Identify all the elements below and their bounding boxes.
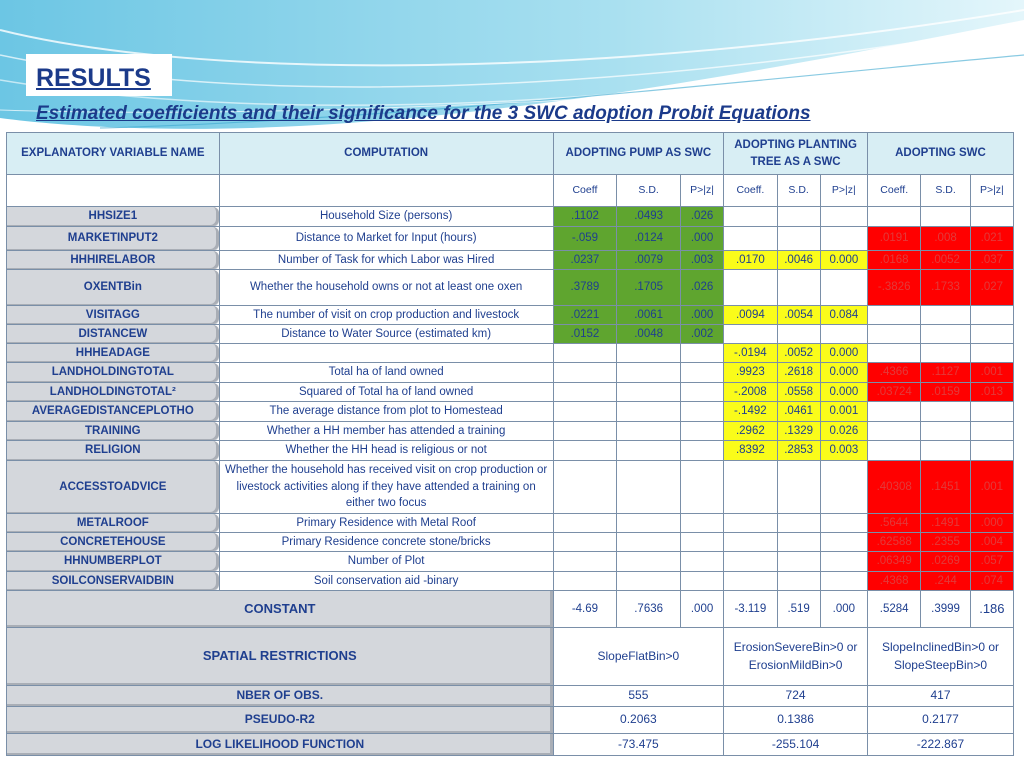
variable-name: HHSIZE1 [7,207,220,227]
coefficient-cell: .0558 [777,383,820,402]
coefficient-cell [867,344,920,363]
variable-name: LANDHOLDINGTOTAL [7,363,220,383]
table-row [7,227,1014,251]
variable-name: RELIGION [7,441,220,461]
pseudo-r2-value: 0.2063 [553,707,724,734]
variable-name: HHHEADAGE [7,344,220,363]
coefficient-cell [867,402,920,422]
variable-name: CONCRETEHOUSE [7,533,220,552]
computation-cell: Number of Task for which Labor was Hired [219,251,553,270]
coefficient-cell: 0.026 [820,422,867,441]
coefficient-cell [777,325,820,344]
variable-name: ACCESSTOADVICE [7,461,220,514]
subheader-blank [7,175,220,207]
coefficient-cell [617,422,681,441]
coefficient-cell: .037 [970,251,1013,270]
coefficient-cell [970,207,1013,227]
coefficient-cell [553,533,617,552]
subheader-cell: S.D. [921,175,970,207]
loglik-row [7,734,1014,756]
coefficient-cell [553,552,617,572]
coefficient-cell: 0.003 [820,441,867,461]
coefficient-cell: .0191 [867,227,920,251]
coefficient-cell: .03724 [867,383,920,402]
coefficient-cell [553,383,617,402]
coefficient-cell [777,533,820,552]
table-row [7,402,1014,422]
nobs-value: 724 [724,686,868,707]
variable-name: TRAINING [7,422,220,441]
table-row [7,325,1014,344]
coefficient-cell [553,344,617,363]
slide-title: RESULTS [36,64,151,92]
coefficient-cell [777,207,820,227]
coefficient-cell: -.3826 [867,270,920,306]
nobs-label: NBER OF OBS. [7,686,554,707]
coefficient-cell [617,514,681,533]
coefficient-cell: .0237 [553,251,617,270]
coefficient-cell: .244 [921,572,970,591]
constant-value: .5284 [867,591,920,628]
coefficient-cell: .2355 [921,533,970,552]
computation-cell: Whether the household owns or not at least one oxen [219,270,553,306]
coefficient-cell: .074 [970,572,1013,591]
table-row [7,552,1014,572]
coefficient-cell [867,441,920,461]
coefficient-cell: .0461 [777,402,820,422]
coefficient-cell [970,441,1013,461]
table-row [7,422,1014,441]
coefficient-cell [867,306,920,325]
coefficient-cell: 0.084 [820,306,867,325]
coefficient-cell: .40308 [867,461,920,514]
coefficient-cell [867,207,920,227]
coefficient-cell: -.2008 [724,383,777,402]
coefficient-cell [680,363,723,383]
coefficient-cell: .026 [680,207,723,227]
coefficient-cell [680,441,723,461]
header-pump-swc: ADOPTING PUMP AS SWC [553,133,724,175]
constant-value: .186 [970,591,1013,628]
coefficient-cell [820,572,867,591]
nobs-row [7,686,1014,707]
coefficient-cell: .0170 [724,251,777,270]
coefficient-cell [867,325,920,344]
coefficient-cell [777,227,820,251]
coefficient-cell [617,533,681,552]
slide-subtitle: Estimated coefficients and their significance for the 3 SWC adoption Probit Equations [36,103,811,124]
coefficient-cell [921,441,970,461]
coefficient-cell [617,363,681,383]
coefficient-cell: .2618 [777,363,820,383]
computation-cell: Soil conservation aid -binary [219,572,553,591]
table-subheader-row [7,175,1014,207]
coefficient-cell: .001 [970,461,1013,514]
table-row [7,251,1014,270]
constant-row [7,591,1014,628]
table-row [7,533,1014,552]
coefficient-cell: .0269 [921,552,970,572]
coefficient-cell: .1451 [921,461,970,514]
coefficient-cell: .1127 [921,363,970,383]
coefficient-cell [617,402,681,422]
coefficient-cell [617,383,681,402]
table-row [7,344,1014,363]
coefficient-cell: .4368 [867,572,920,591]
spatial-value-tree: ErosionSevereBin>0 or ErosionMildBin>0 [724,628,868,686]
coefficient-cell [921,325,970,344]
constant-value: -3.119 [724,591,777,628]
coefficient-cell: .027 [970,270,1013,306]
coefficient-cell: -.1492 [724,402,777,422]
constant-value: .000 [820,591,867,628]
coefficient-cell [724,552,777,572]
computation-cell: Distance to Water Source (estimated km) [219,325,553,344]
computation-cell: Whether the HH head is religious or not [219,441,553,461]
coefficient-cell: .5644 [867,514,920,533]
computation-cell: Whether a HH member has attended a training [219,422,553,441]
subheader-cell: Coeff [553,175,617,207]
loglik-value: -255.104 [724,734,868,756]
coefficient-cell [777,461,820,514]
coefficient-cell: .0052 [921,251,970,270]
coefficient-cell [617,552,681,572]
coefficient-cell [970,422,1013,441]
coefficient-cell: .2853 [777,441,820,461]
coefficient-cell: .021 [970,227,1013,251]
coefficient-cell: .0493 [617,207,681,227]
header-variable: EXPLANATORY VARIABLE NAME [7,133,220,175]
computation-cell: The number of visit on crop production and livestock [219,306,553,325]
coefficient-cell: 0.001 [820,402,867,422]
subheader-blank [219,175,553,207]
subheader-cell: P>|z| [680,175,723,207]
coefficient-cell: .003 [680,251,723,270]
coefficient-cell: .1102 [553,207,617,227]
coefficient-cell: .0152 [553,325,617,344]
constant-value: .7636 [617,591,681,628]
variable-name: METALROOF [7,514,220,533]
variable-name: SOILCONSERVAIDBIN [7,572,220,591]
coefficient-cell [724,207,777,227]
coefficient-cell [680,383,723,402]
coefficient-cell: .1705 [617,270,681,306]
coefficient-cell: .0124 [617,227,681,251]
variable-name: HHHIRELABOR [7,251,220,270]
variable-name: LANDHOLDINGTOTAL² [7,383,220,402]
coefficient-cell [553,363,617,383]
coefficient-cell: .3789 [553,270,617,306]
subheader-cell: S.D. [617,175,681,207]
coefficient-cell: .026 [680,270,723,306]
coefficient-cell: .057 [970,552,1013,572]
coefficient-cell: .0048 [617,325,681,344]
pseudo-r2-row [7,707,1014,734]
coefficient-cell: .0094 [724,306,777,325]
coefficient-cell [553,422,617,441]
coefficient-cell [617,572,681,591]
coefficient-cell: .1491 [921,514,970,533]
coefficient-cell [777,514,820,533]
coefficient-cell: .0221 [553,306,617,325]
coefficient-cell [553,572,617,591]
coefficient-cell: .9923 [724,363,777,383]
coefficient-cell [680,533,723,552]
constant-value: .3999 [921,591,970,628]
coefficient-cell: .06349 [867,552,920,572]
computation-cell: Squared of Total ha of land owned [219,383,553,402]
coefficient-cell: 0.000 [820,344,867,363]
coefficient-cell: .008 [921,227,970,251]
variable-name: AVERAGEDISTANCEPLOTHO [7,402,220,422]
coefficient-cell: .000 [970,514,1013,533]
coefficient-cell [820,514,867,533]
computation-cell: Whether the household has received visit on crop production or livestock activities along if they have attended a training on either two focus [219,461,553,514]
subheader-cell: Coeff. [867,175,920,207]
coefficient-cell [617,441,681,461]
coefficient-cell [970,402,1013,422]
nobs-value: 417 [867,686,1013,707]
computation-cell: Distance to Market for Input (hours) [219,227,553,251]
loglik-label: LOG LIKELIHOOD FUNCTION [7,734,554,756]
constant-value: -4.69 [553,591,617,628]
coefficient-cell [617,461,681,514]
coefficient-cell: 0.000 [820,383,867,402]
pseudo-r2-value: 0.2177 [867,707,1013,734]
header-computation: COMPUTATION [219,133,553,175]
computation-cell: The average distance from plot to Homestead [219,402,553,422]
coefficient-cell [724,572,777,591]
coefficient-cell [680,552,723,572]
table-header-row [7,133,1014,175]
coefficient-cell: .0079 [617,251,681,270]
variable-name: OXENTBin [7,270,220,306]
coefficient-cell: .0054 [777,306,820,325]
coefficient-cell [724,533,777,552]
coefficient-cell [820,552,867,572]
coefficient-cell [777,270,820,306]
coefficient-cell: .002 [680,325,723,344]
spatial-value-swc: SlopeInclinedBin>0 or SlopeSteepBin>0 [867,628,1013,686]
coefficient-cell [867,422,920,441]
computation-cell: Number of Plot [219,552,553,572]
computation-cell: Household Size (persons) [219,207,553,227]
coefficient-cell [820,325,867,344]
table-row [7,461,1014,514]
table-row [7,572,1014,591]
coefficient-cell: .000 [680,227,723,251]
loglik-value: -222.867 [867,734,1013,756]
pseudo-r2-value: 0.1386 [724,707,868,734]
coefficient-cell [820,207,867,227]
coefficient-cell: .0168 [867,251,920,270]
coefficient-cell [680,402,723,422]
coefficient-cell [724,325,777,344]
coefficient-cell: .0046 [777,251,820,270]
coefficient-cell: 0.000 [820,251,867,270]
subheader-cell: P>|z| [820,175,867,207]
coefficient-cell: .004 [970,533,1013,552]
variable-name: DISTANCEW [7,325,220,344]
subheader-cell: S.D. [777,175,820,207]
coefficient-cell [680,422,723,441]
coefficient-cell: .1329 [777,422,820,441]
results-table [6,132,1014,756]
coefficient-cell [820,270,867,306]
subheader-cell: P>|z| [970,175,1013,207]
coefficient-cell [724,270,777,306]
constant-value: .000 [680,591,723,628]
coefficient-cell: .1733 [921,270,970,306]
table-row [7,306,1014,325]
spatial-value-pump: SlopeFlatBin>0 [553,628,724,686]
coefficient-cell: .0159 [921,383,970,402]
spatial-label: SPATIAL RESTRICTIONS [7,628,554,686]
coefficient-cell [777,552,820,572]
coefficient-cell [921,207,970,227]
coefficient-cell: -.059 [553,227,617,251]
header-adopting-swc: ADOPTING SWC [867,133,1013,175]
constant-value: .519 [777,591,820,628]
coefficient-cell [680,572,723,591]
coefficient-cell [553,461,617,514]
computation-cell: Total ha of land owned [219,363,553,383]
coefficient-cell [921,402,970,422]
computation-cell: Primary Residence with Metal Roof [219,514,553,533]
coefficient-cell [921,306,970,325]
table-row [7,383,1014,402]
table-row [7,441,1014,461]
coefficient-cell: .8392 [724,441,777,461]
coefficient-cell [970,306,1013,325]
computation-cell: Primary Residence concrete stone/bricks [219,533,553,552]
coefficient-cell: .0052 [777,344,820,363]
coefficient-cell [921,344,970,363]
spatial-restrictions-row [7,628,1014,686]
coefficient-cell: .000 [680,306,723,325]
coefficient-cell [820,533,867,552]
coefficient-cell [820,461,867,514]
constant-label: CONSTANT [7,591,554,628]
coefficient-cell [617,344,681,363]
nobs-value: 555 [553,686,724,707]
pseudo-r2-label: PSEUDO-R2 [7,707,554,734]
coefficient-cell [680,461,723,514]
coefficient-cell: .62588 [867,533,920,552]
coefficient-cell: .013 [970,383,1013,402]
coefficient-cell [970,325,1013,344]
variable-name: HHNUMBERPLOT [7,552,220,572]
subheader-cell: Coeff. [724,175,777,207]
coefficient-cell: 0.000 [820,363,867,383]
computation-cell [219,344,553,363]
coefficient-cell: .4366 [867,363,920,383]
table-row [7,270,1014,306]
coefficient-cell [777,572,820,591]
coefficient-cell [820,227,867,251]
variable-name: VISITAGG [7,306,220,325]
coefficient-cell [724,514,777,533]
loglik-value: -73.475 [553,734,724,756]
coefficient-cell: -.0194 [724,344,777,363]
coefficient-cell [724,461,777,514]
coefficient-cell [553,514,617,533]
table-row [7,207,1014,227]
header-planting-tree-swc: ADOPTING PLANTING TREE AS A SWC [724,133,868,175]
table-row [7,363,1014,383]
coefficient-cell [724,227,777,251]
coefficient-cell [680,344,723,363]
coefficient-cell: .2962 [724,422,777,441]
coefficient-cell [970,344,1013,363]
coefficient-cell: .001 [970,363,1013,383]
variable-name: MARKETINPUT2 [7,227,220,251]
table-row [7,514,1014,533]
coefficient-cell [921,422,970,441]
coefficient-cell [680,514,723,533]
coefficient-cell [553,402,617,422]
coefficient-cell [553,441,617,461]
coefficient-cell: .0061 [617,306,681,325]
